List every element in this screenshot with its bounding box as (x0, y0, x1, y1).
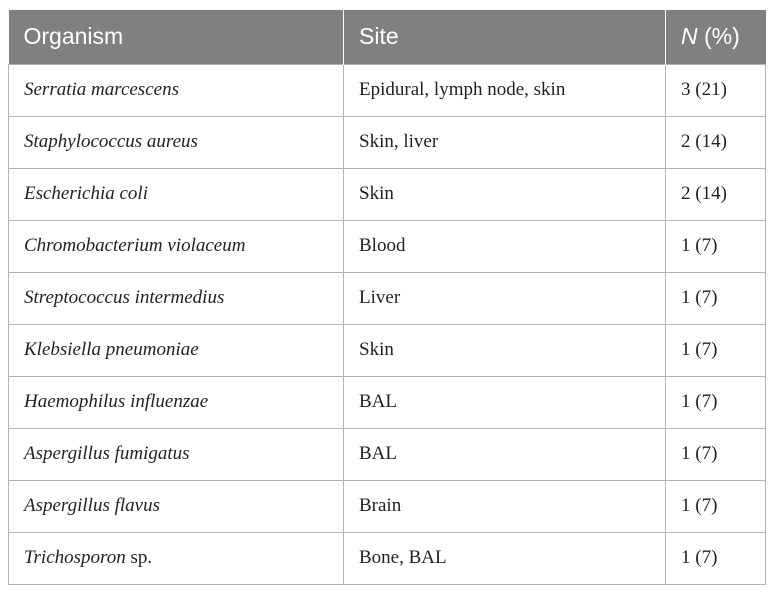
organism-name: Streptococcus intermedius (24, 287, 225, 308)
organism-name: Chromobacterium violaceum (24, 235, 246, 256)
n-percent-cell: 3 (21) (666, 64, 766, 116)
table-header (9, 10, 766, 64)
table-row (9, 220, 766, 272)
header-organism: Organism (9, 10, 344, 64)
organism-cell (9, 220, 344, 272)
n-percent-cell: 1 (7) (666, 220, 766, 272)
table-row (9, 376, 766, 428)
n-percent-cell: 2 (14) (666, 168, 766, 220)
organism-name: Klebsiella pneumoniae (24, 339, 199, 360)
organism-table (8, 10, 766, 585)
table-row (9, 116, 766, 168)
header-site: Site (344, 10, 666, 64)
organism-cell (9, 116, 344, 168)
organism-cell (9, 272, 344, 324)
site-cell: BAL (344, 428, 666, 480)
header-percent: (%) (697, 23, 740, 50)
organism-name: Escherichia coli (24, 183, 148, 204)
n-percent-cell: 1 (7) (666, 376, 766, 428)
organism-cell (9, 64, 344, 116)
table-row (9, 428, 766, 480)
n-percent-cell: 1 (7) (666, 324, 766, 376)
table-row (9, 324, 766, 376)
site-cell: Bone, BAL (344, 532, 666, 584)
organism-name: Aspergillus fumigatus (24, 443, 190, 464)
header-row (9, 10, 766, 64)
table-body (9, 64, 766, 584)
table-row (9, 168, 766, 220)
site-cell: Skin (344, 324, 666, 376)
organism-cell (9, 324, 344, 376)
header-n-symbol: N (681, 23, 698, 50)
site-cell: Epidural, lymph node, skin (344, 64, 666, 116)
site-cell: Skin, liver (344, 116, 666, 168)
organism-cell (9, 376, 344, 428)
organism-cell (9, 168, 344, 220)
site-cell: Brain (344, 480, 666, 532)
table-row (9, 272, 766, 324)
site-cell: BAL (344, 376, 666, 428)
organism-name: Haemophilus influenzae (24, 391, 209, 412)
n-percent-cell: 1 (7) (666, 532, 766, 584)
site-cell: Liver (344, 272, 666, 324)
table-row (9, 480, 766, 532)
n-percent-cell: 1 (7) (666, 428, 766, 480)
table-row (9, 64, 766, 116)
n-percent-cell: 2 (14) (666, 116, 766, 168)
organism-cell (9, 480, 344, 532)
organism-table-container (8, 10, 765, 585)
organism-cell (9, 532, 344, 584)
organism-name: Trichosporon (24, 547, 126, 568)
n-percent-cell: 1 (7) (666, 480, 766, 532)
table-row (9, 532, 766, 584)
organism-name: Aspergillus flavus (24, 495, 160, 516)
organism-name: Serratia marcescens (24, 79, 179, 100)
n-percent-cell: 1 (7) (666, 272, 766, 324)
site-cell: Blood (344, 220, 666, 272)
site-cell: Skin (344, 168, 666, 220)
header-n-percent (666, 10, 766, 64)
organism-suffix: sp. (125, 547, 153, 568)
organism-name: Staphylococcus aureus (24, 131, 198, 152)
organism-cell (9, 428, 344, 480)
